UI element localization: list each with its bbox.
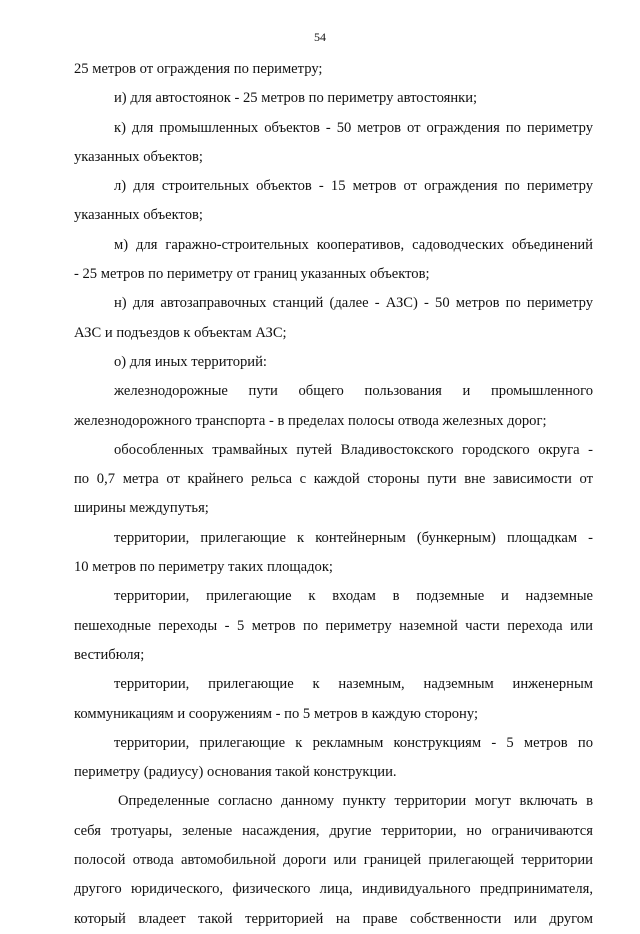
- text-line: ширины междупутья;: [74, 500, 209, 517]
- text-line: который владеет такой территорией на праве собственности или другом: [74, 910, 593, 927]
- text-line: территории, прилегающие к входам в подземные и надземные: [114, 588, 593, 605]
- text-line: н) для автозаправочных станций (далее - АЗС) - 50 метров по периметру: [114, 295, 593, 312]
- text-line: вестибюля;: [74, 646, 145, 663]
- text-line: указанных объектов;: [74, 148, 203, 165]
- text-line: по 0,7 метра от крайнего рельса с каждой стороны пути вне зависимости от: [74, 471, 593, 488]
- text-line: и) для автостоянок - 25 метров по периметру автостоянки;: [114, 90, 478, 107]
- document-body: [74, 55, 593, 934]
- text-line: АЗС и подъездов к объектам АЗС;: [74, 324, 287, 341]
- text-line: железнодорожного транспорта - в пределах полосы отвода железных дорог;: [74, 412, 547, 429]
- text-line: - 25 метров по периметру от границ указанных объектов;: [74, 266, 430, 283]
- text-line: указанных объектов;: [74, 207, 203, 224]
- page-number: 54: [314, 30, 326, 44]
- text-line: м) для гаражно-строительных кооперативов, садоводческих объединений: [114, 236, 593, 253]
- text-line: другого юридического, физического лица, индивидуального предпринимателя,: [74, 881, 593, 898]
- text-line: 25 метров от ограждения по периметру;: [74, 61, 323, 77]
- text-line: л) для строительных объектов - 15 метров от ограждения по периметру: [114, 178, 593, 195]
- text-line: себя тротуары, зеленые насаждения, другие территории, но ограничиваются: [74, 822, 593, 839]
- text-line: коммуникациям и сооружениям - по 5 метров в каждую сторону;: [74, 705, 479, 722]
- text-line: к) для промышленных объектов - 50 метров от ограждения по периметру: [114, 119, 593, 136]
- text-line: 10 метров по периметру таких площадок;: [74, 559, 333, 576]
- text-line: территории, прилегающие к контейнерным (бункерным) площадкам -: [114, 529, 593, 546]
- text-line: о) для иных территорий:: [114, 353, 267, 370]
- text-line: территории, прилегающие к наземным, надземным инженерным: [114, 676, 593, 693]
- text-line: железнодорожные пути общего пользования и промышленного: [114, 383, 593, 400]
- text-line: периметру (радиусу) основания такой конструкции.: [74, 764, 397, 781]
- text-line: территории, прилегающие к рекламным конструкциям - 5 метров по: [114, 734, 593, 751]
- text-line: пешеходные переходы - 5 метров по периметру наземной части перехода или: [74, 617, 593, 634]
- text-line: Определенные согласно данному пункту территории могут включать в: [118, 793, 593, 810]
- text-line: обособленных трамвайных путей Владивостокского городского округа -: [114, 441, 593, 458]
- text-line: полосой отвода автомобильной дороги или границей прилегающей территории: [74, 852, 593, 869]
